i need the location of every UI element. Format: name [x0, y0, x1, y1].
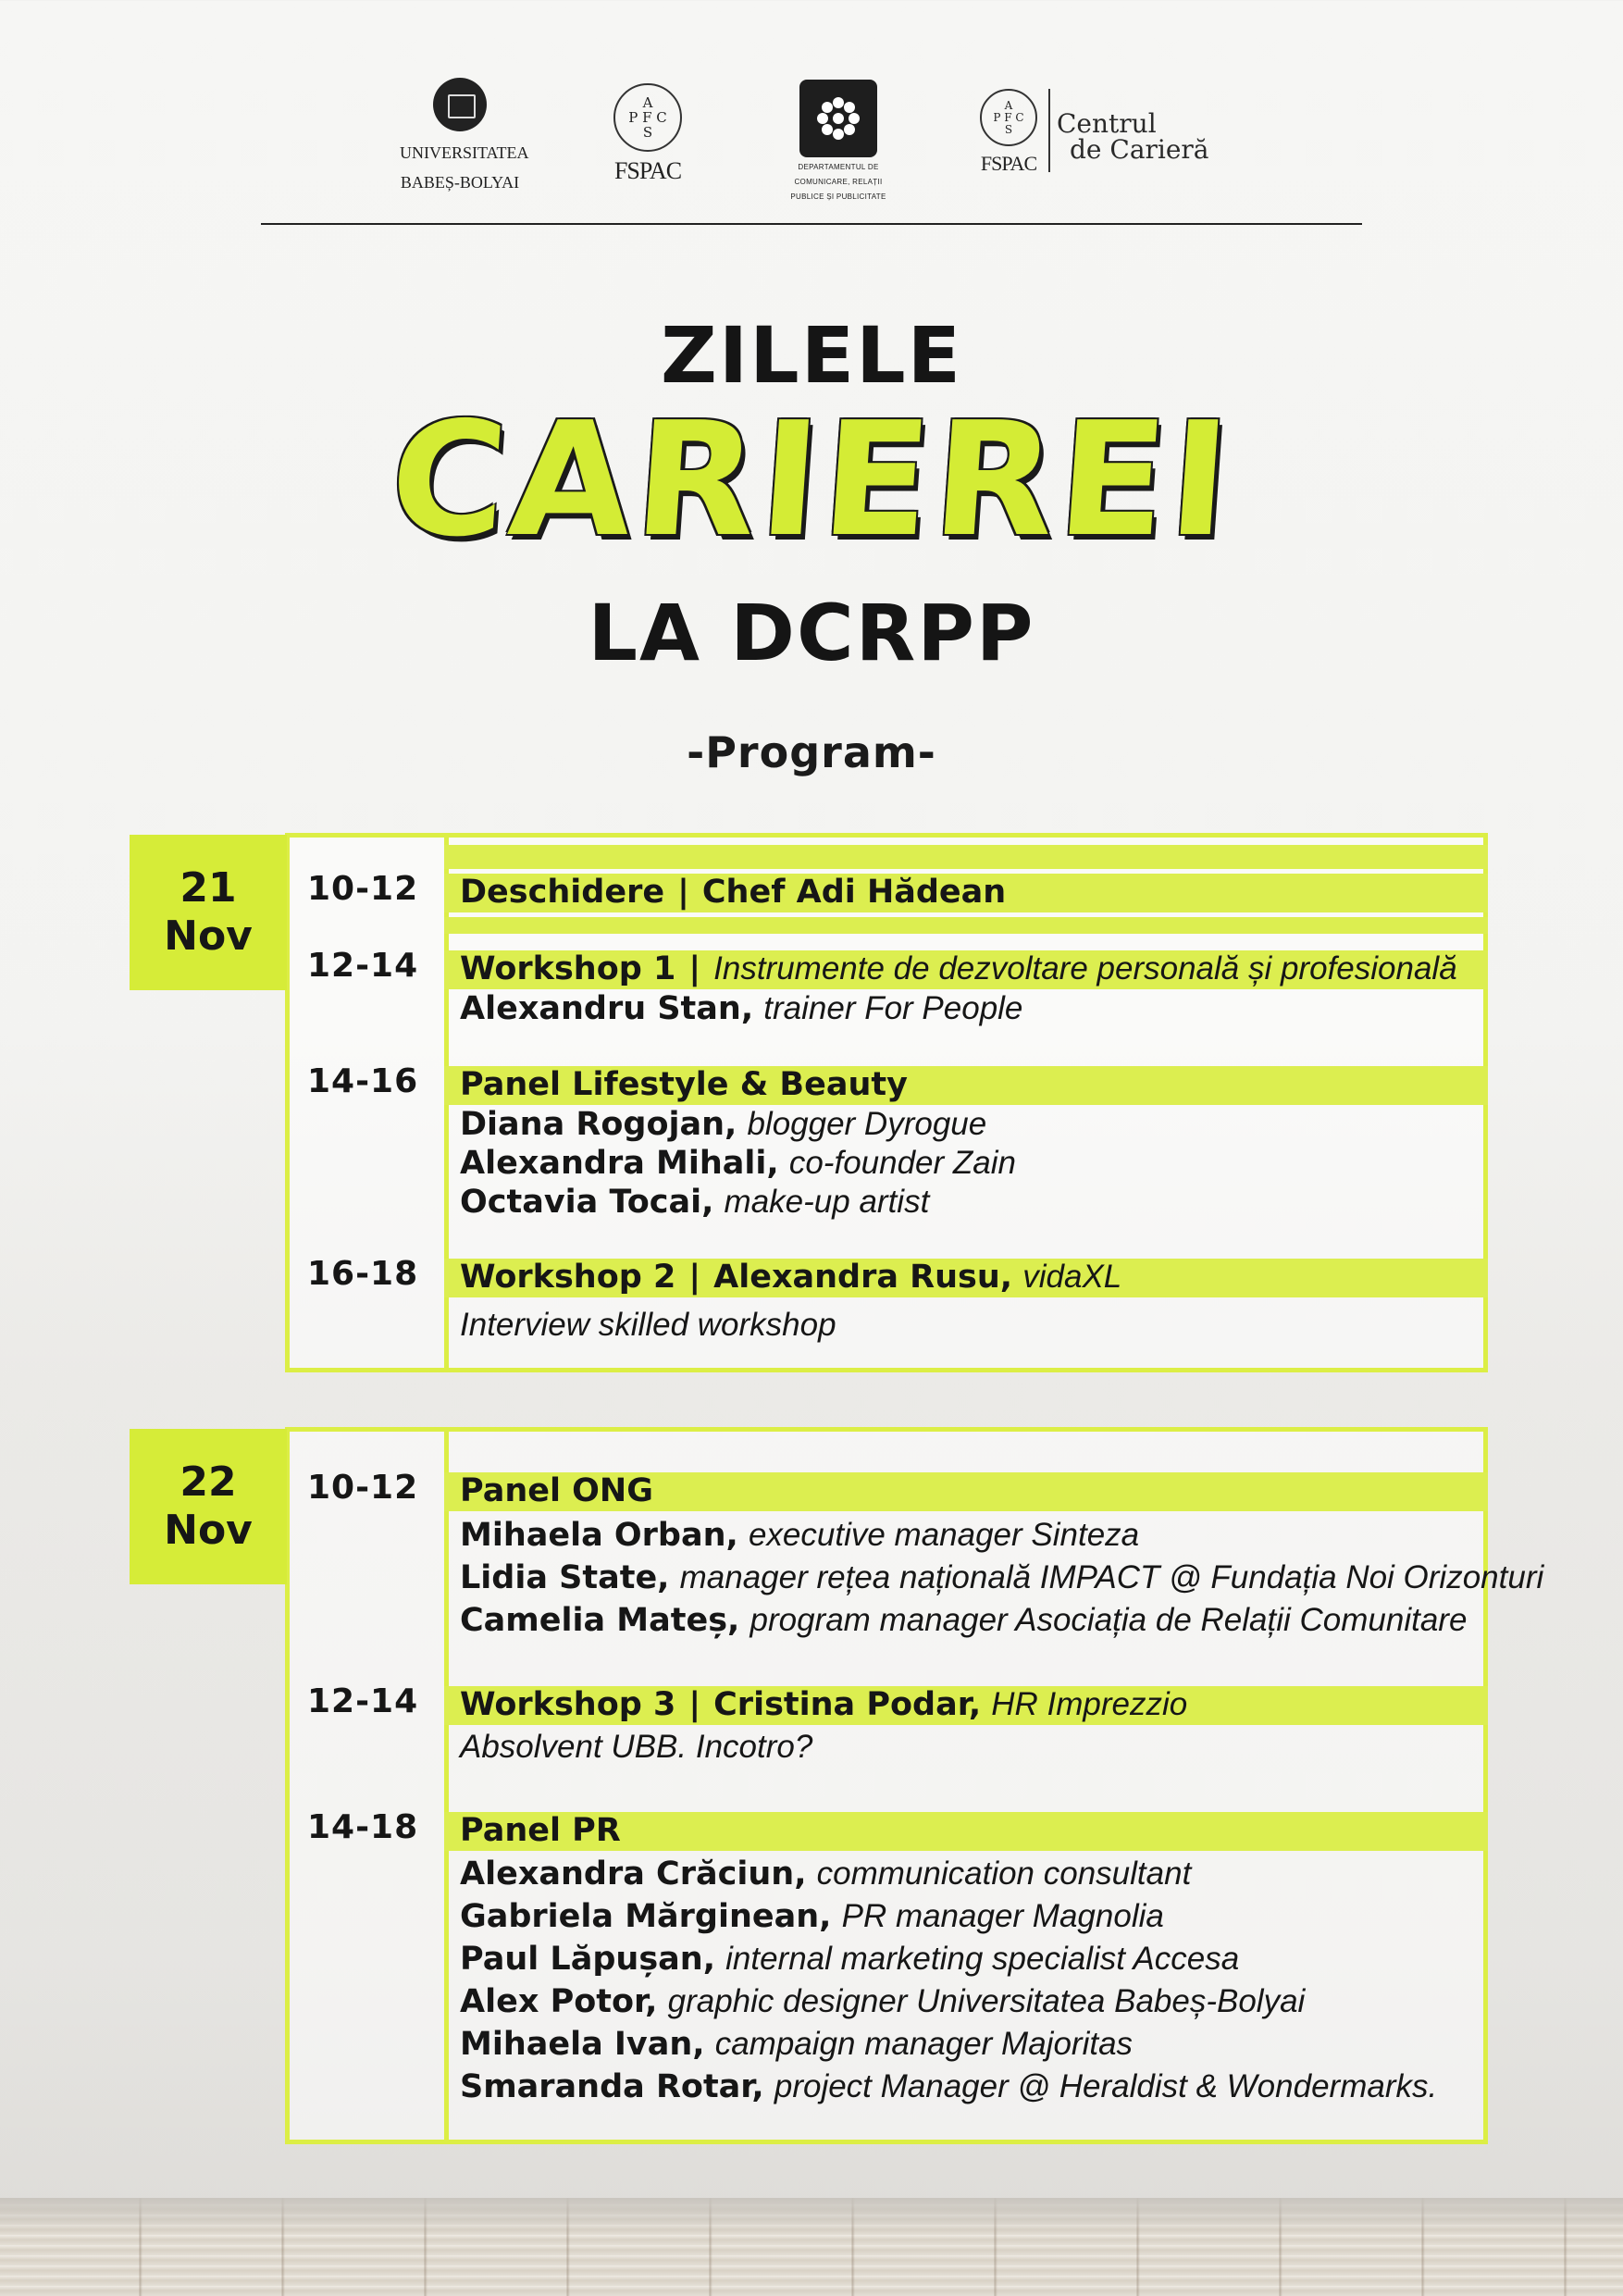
panelist-name: Alex Potor,: [460, 1983, 658, 2020]
day1-s4-time: 16-18: [307, 1255, 419, 1293]
fspac-letter-bottom: S: [642, 124, 653, 141]
panelist-name: Gabriela Mărginean,: [460, 1898, 832, 1935]
day1-s4-sep: |: [688, 1259, 701, 1296]
day1-s2-speaker-line: [460, 988, 1022, 1029]
dcrpp-logo: [783, 72, 894, 202]
day1-s3-title-line: [460, 1064, 908, 1105]
day2-month: Nov: [164, 1507, 253, 1554]
panelist-role: campaign manager Majoritas: [714, 2026, 1134, 2062]
day2-s3-panelist-2: [460, 1896, 1164, 1937]
day2-s3-panelist-5: [460, 2024, 1133, 2065]
panelist-role: manager rețea națională IMPACT @ Fundația Noi Orizonturi: [679, 1559, 1544, 1595]
dcrpp-name-line2: COMUNICARE, RELAȚII: [794, 178, 883, 186]
centru-cariera-logo: [1057, 108, 1209, 165]
wooden-floor: [0, 2198, 1623, 2296]
dcrpp-name-line1: DEPARTAMENTUL DE: [798, 163, 879, 171]
panelist-name: Mihaela Orban,: [460, 1517, 738, 1554]
panelist-role: make-up artist: [724, 1184, 930, 1220]
fspac-letter-mid: P F C: [628, 109, 667, 126]
centru-seal-icon: [980, 89, 1037, 146]
day2-day: 22: [180, 1458, 237, 1506]
panelist-role: internal marketing specialist Accesa: [725, 1941, 1240, 1977]
day2-s1-panelist-3: [460, 1600, 1467, 1641]
centru-letter-top: A: [1004, 98, 1013, 112]
day1-s1-host: Chef Adi Hădean: [701, 874, 1007, 911]
day1-s2-time: 12-14: [307, 947, 419, 985]
day1-s3-time: 14-16: [307, 1062, 419, 1100]
day1-s4-desc-line: [460, 1305, 836, 1346]
panelist-name: Lidia State,: [460, 1559, 670, 1596]
centru-letter-bottom: S: [1004, 122, 1013, 136]
panelist-role: graphic designer Universitatea Babeș-Bolyai: [667, 1983, 1306, 2019]
day1-s2-title: Workshop 1: [460, 950, 676, 987]
panelist-role: blogger Dyrogue: [747, 1106, 987, 1142]
day1-s2-speaker: Alexandru Stan,: [460, 990, 754, 1027]
panelist-name: Alexandra Crăciun,: [460, 1855, 807, 1893]
ubb-logo: [400, 72, 529, 192]
dcrpp-flower-icon: [799, 80, 877, 157]
day1-top-band: [444, 845, 1488, 869]
day2-s1-panelist-2: [460, 1558, 1543, 1598]
day2-s3-title-line: [460, 1810, 621, 1851]
day2-s3-panelist-6: [460, 2066, 1437, 2107]
day2-s2-line: [460, 1684, 1187, 1725]
day1-s2-topic: Instrumente de dezvoltare personală și profesională: [713, 950, 1457, 987]
day2-s3-panelist-4: [460, 1981, 1305, 2022]
panelist-name: Camelia Mateș,: [460, 1602, 740, 1639]
panelist-role: project Manager @ Heraldist & Wondermarks.: [774, 2068, 1438, 2104]
day1-s1-sep: |: [677, 874, 689, 911]
panelist-role: program manager Asociația de Relații Comunitare: [750, 1602, 1468, 1638]
header-divider: [261, 223, 1362, 225]
day1-s3-panelist-2: [460, 1143, 1016, 1184]
day2-date-tag: [130, 1429, 287, 1584]
day1-day: 21: [180, 864, 237, 912]
fspac-logo: [606, 72, 689, 183]
title-line2: CARIEREI: [384, 389, 1239, 572]
day1-band-gap: [444, 917, 1488, 934]
day2-s3-panelist-3: [460, 1939, 1239, 1980]
centru-line2: de Carieră: [1070, 134, 1209, 165]
day2-s2-sep: |: [688, 1686, 701, 1723]
panelist-name: Mihaela Ivan,: [460, 2026, 705, 2063]
day2-s2-desc: Absolvent UBB. Incotro?: [460, 1729, 813, 1765]
panelist-name: Diana Rogojan,: [460, 1106, 737, 1143]
panelist-role: co-founder Zain: [788, 1145, 1016, 1181]
day1-s1-title: Deschidere: [460, 874, 665, 911]
program-subtitle: -Program-: [687, 727, 936, 777]
title-line1: ZILELE: [661, 310, 962, 401]
fspac-name: FSPAC: [613, 157, 682, 184]
day2-s2-time: 12-14: [307, 1682, 419, 1720]
day1-s3-panelist-1: [460, 1104, 986, 1145]
day1-date-tag: [130, 835, 287, 990]
panelist-role: executive manager Sinteza: [748, 1517, 1140, 1553]
ubb-name-line2: BABEȘ-BOLYAI: [400, 173, 520, 192]
day2-s1-panelist-1: [460, 1515, 1139, 1556]
day2-s3-title: Panel PR: [460, 1812, 621, 1849]
ubb-name-line1: UNIVERSITATEA: [400, 143, 529, 162]
day1-s2-sep: |: [688, 950, 701, 987]
day1-s4-title: Workshop 2: [460, 1259, 676, 1296]
day2-s1-title-line: [460, 1471, 653, 1511]
day2-s1-title: Panel ONG: [460, 1472, 653, 1509]
day2-s2-speaker: Cristina Podar,: [713, 1686, 982, 1723]
day1-s1-time: 10-12: [307, 870, 419, 908]
panelist-name: Octavia Tocai,: [460, 1184, 714, 1221]
day2-s3-panelist-1: [460, 1854, 1191, 1894]
day1-s4-company: vidaXL: [1022, 1259, 1122, 1295]
day1-s1-line: [460, 872, 1006, 912]
day1-s4-desc: Interview skilled workshop: [460, 1307, 836, 1343]
dcrpp-name-line3: PUBLICE ȘI PUBLICITATE: [790, 192, 886, 201]
logo-divider: [1048, 89, 1050, 172]
centru-letter-mid: P F C: [993, 110, 1024, 124]
day1-s2-role: trainer For People: [763, 990, 1023, 1026]
title-line3: LA DCRPP: [588, 588, 1035, 678]
panelist-name: Smaranda Rotar,: [460, 2068, 764, 2105]
logo-bar: [0, 72, 1623, 201]
day1-month: Nov: [164, 912, 253, 960]
panelist-name: Paul Lăpușan,: [460, 1941, 715, 1978]
fspac-letter-top: A: [642, 94, 653, 111]
day1-s2-line: [460, 949, 1457, 989]
centru-fspac-logo: [972, 72, 1046, 176]
centru-fspac-name: FSPAC: [980, 152, 1037, 175]
day1-s4-speaker: Alexandra Rusu,: [713, 1259, 1013, 1296]
day1-s3-title: Panel Lifestyle & Beauty: [460, 1066, 908, 1103]
ubb-seal-icon: [433, 78, 487, 131]
day2-s1-time: 10-12: [307, 1469, 419, 1507]
day1-s3-panelist-3: [460, 1182, 929, 1222]
panelist-role: PR manager Magnolia: [841, 1898, 1164, 1934]
panelist-name: Alexandra Mihali,: [460, 1145, 779, 1182]
day1-s4-line: [460, 1257, 1121, 1297]
day2-divider: [444, 1432, 449, 2140]
fspac-seal-icon: [613, 83, 682, 152]
centru-line1: Centrul: [1057, 108, 1157, 139]
panelist-role: communication consultant: [816, 1855, 1192, 1892]
day2-s2-desc-line: [460, 1727, 812, 1768]
day2-s3-time: 14-18: [307, 1808, 419, 1846]
day2-s2-title: Workshop 3: [460, 1686, 676, 1723]
day2-s2-company: HR Imprezzio: [991, 1686, 1188, 1722]
